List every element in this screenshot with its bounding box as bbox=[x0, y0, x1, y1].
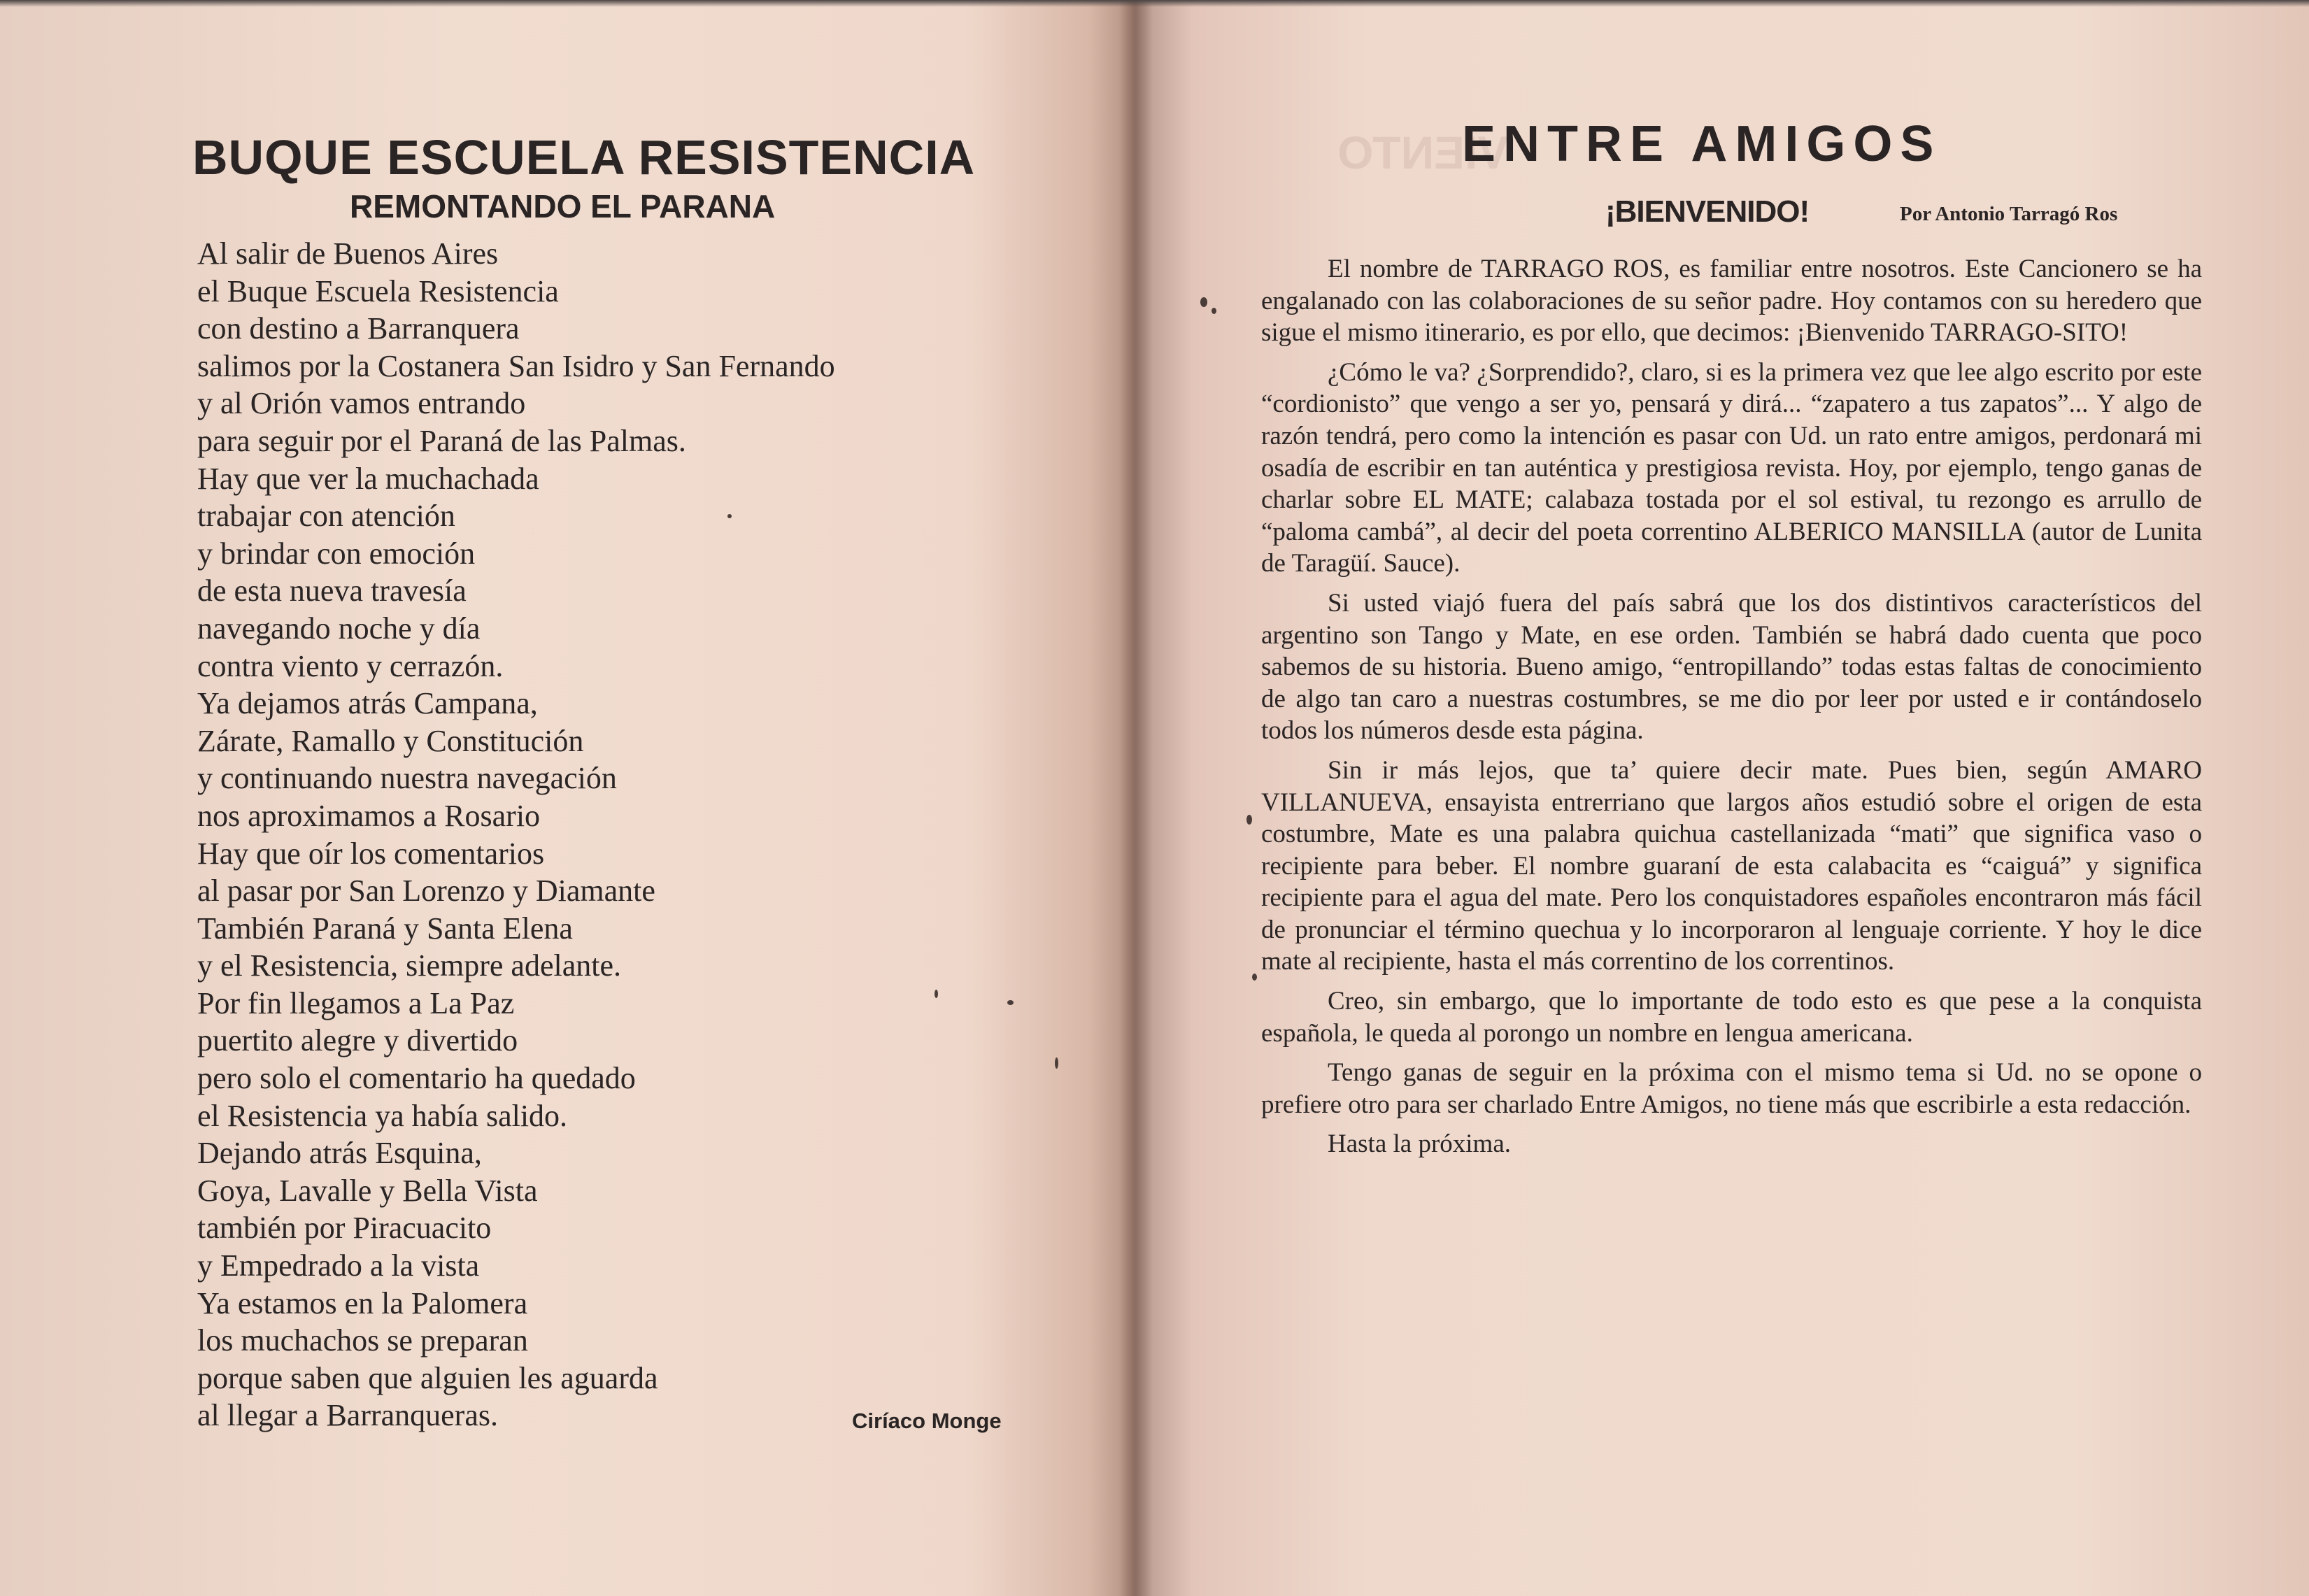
poem-line: Por fin llegamos a La Paz bbox=[197, 985, 515, 1020]
poem-body bbox=[197, 235, 835, 1434]
article-heading: ¡BIENVENIDO! bbox=[1605, 194, 1810, 229]
ink-speck bbox=[1007, 1000, 1014, 1005]
left-page bbox=[0, 0, 1135, 1596]
poem-line: contra viento y cerrazón. bbox=[197, 648, 504, 683]
poem-line: con destino a Barranquera bbox=[197, 311, 520, 346]
article-paragraph: Hasta la próxima. bbox=[1328, 1130, 1511, 1159]
poem-line: Hay que ver la muchachada bbox=[197, 461, 539, 496]
poem-line: los muchachos se preparan bbox=[197, 1323, 528, 1358]
poem-line: el Resistencia ya había salido. bbox=[197, 1098, 568, 1133]
poem-line: y continuando nuestra navegación bbox=[197, 761, 617, 796]
article-paragraph: El nombre de TARRAGO ROS, es familiar entre nosotros. Este Cancionero se ha engalanado con las colaboraciones de su señor padre. Hoy contamos con su heredero que sigue el mismo itinerario, es por ello, que decimos: ¡Bienvenido TARRAGO-SITO! bbox=[1261, 255, 2202, 348]
poem-line: Zárate, Ramallo y Constitución bbox=[197, 723, 584, 758]
poem-line: también por Piracuacito bbox=[197, 1211, 492, 1246]
poem-line: Dejando atrás Esquina, bbox=[197, 1136, 482, 1171]
poem-title: BUQUE ESCUELA RESISTENCIA bbox=[192, 130, 976, 185]
poem-line: y al Orión vamos entrando bbox=[197, 386, 526, 421]
article-byline: Por Antonio Tarragó Ros bbox=[1900, 203, 2118, 225]
poem-line: Hay que oír los comentarios bbox=[197, 836, 545, 871]
article-paragraph: Tengo ganas de seguir en la próxima con el mismo tema si Ud. no se opone o prefiere otro para ser charlado Entre Amigos, no tiene más que escribirle a esta redacción. bbox=[1261, 1058, 2202, 1119]
poem-line: Al salir de Buenos Aires bbox=[197, 236, 499, 271]
poem-line: Goya, Lavalle y Bella Vista bbox=[197, 1173, 538, 1208]
poem-line: Ya dejamos atrás Campana, bbox=[197, 686, 538, 721]
poem-line: al pasar por San Lorenzo y Diamante bbox=[197, 874, 655, 909]
article-paragraph: Creo, sin embargo, que lo importante de todo esto es que pese a la conquista española, le queda al porongo un nombre en lengua americana. bbox=[1261, 987, 2202, 1048]
ink-speck bbox=[727, 514, 732, 518]
show-through-text: VIENTO bbox=[1337, 127, 1509, 178]
article-paragraph: Si usted viajó fuera del país sabrá que los dos distintivos característicos del argentino son Tango y Mate, en ese orden. También se habrá dado cuenta que poco sabemos de su historia. Bueno amigo, “entropillando” todas estas faltas de conocimiento de algo tan caro a nuestras costumbres, se me dio por leer por usted e ir contándoselo todos los números desde esta página. bbox=[1261, 588, 2202, 746]
poem-line: Ya estamos en la Palomera bbox=[197, 1285, 528, 1320]
ink-speck bbox=[1055, 1057, 1058, 1069]
poem-line: al llegar a Barranqueras. bbox=[197, 1398, 498, 1433]
book-gutter bbox=[1119, 0, 1153, 1596]
column-title: ENTRE AMIGOS bbox=[1462, 116, 1942, 172]
ink-speck bbox=[935, 990, 938, 998]
poem-line: puertito alegre y divertido bbox=[197, 1023, 518, 1058]
poem-line: el Buque Escuela Resistencia bbox=[197, 273, 559, 308]
poem-line: navegando noche y día bbox=[197, 611, 481, 646]
ink-speck bbox=[1246, 815, 1252, 825]
poem-line: porque saben que alguien les aguarda bbox=[197, 1360, 658, 1395]
poem-line: pero solo el comentario ha quedado bbox=[197, 1061, 636, 1096]
poem-line: y Empedrado a la vista bbox=[197, 1248, 480, 1283]
ink-speck bbox=[1200, 297, 1207, 307]
poem-line: trabajar con atención bbox=[197, 499, 455, 534]
poem-line: nos aproximamos a Rosario bbox=[197, 798, 541, 833]
article-body bbox=[1261, 253, 2202, 1168]
poem-line: para seguir por el Paraná de las Palmas. bbox=[197, 423, 686, 458]
poem-subtitle: REMONTANDO EL PARANA bbox=[350, 188, 776, 225]
poem-line: y brindar con emoción bbox=[197, 536, 476, 571]
ink-speck bbox=[1252, 974, 1257, 981]
article-paragraph: ¿Cómo le va? ¿Sorprendido?, claro, si es la primera vez que lee algo escrito por este “cordionisto” que vengo a ser yo, pensará y dirá... “zapatero a tus zapatos”... Y algo de razón tendrá, pero como la intención es pasar con Ud. un rato entre amigos, perdonará mi osadía de escribir en tan auténtica y prestigiosa revista. Hoy, por ejemplo, tengo ganas de charlar sobre EL MATE; calabaza tostada por el sol estival, tu rezongo es arrullo de “paloma cambá”, al decir del poeta correntino ALBERICO MANSILLA (autor de Lunita de Taragüí. Sauce). bbox=[1261, 357, 2202, 578]
poem-line: salimos por la Costanera San Isidro y San Fernando bbox=[197, 348, 835, 383]
poem-line: También Paraná y Santa Elena bbox=[197, 911, 573, 946]
ink-speck bbox=[1212, 308, 1216, 314]
right-page bbox=[1135, 0, 2309, 1596]
poem-author: Ciríaco Monge bbox=[852, 1409, 1002, 1433]
scan-top-edge bbox=[0, 0, 2309, 7]
poem-line: y el Resistencia, siempre adelante. bbox=[197, 948, 621, 983]
article-paragraph: Sin ir más lejos, que ta’ quiere decir mate. Pues bien, según AMARO VILLANUEVA, ensayista entrerriano que largos años estudió sobre el origen de esta costumbre, Mate es una palabra quichua castellanizada “mati” que significa vaso o recipiente para beber. El nombre guaraní de esta calabacita es “caiguá” y significa recipiente para el agua del mate. Pero los conquistadores españoles encontraron más fácil de pronunciar el término quechua y lo incorporaron al lenguaje corriente. Y hoy le dice mate al recipiente, hasta el más correntino de los correntinos. bbox=[1261, 755, 2202, 976]
poem-line: de esta nueva travesía bbox=[197, 573, 467, 608]
